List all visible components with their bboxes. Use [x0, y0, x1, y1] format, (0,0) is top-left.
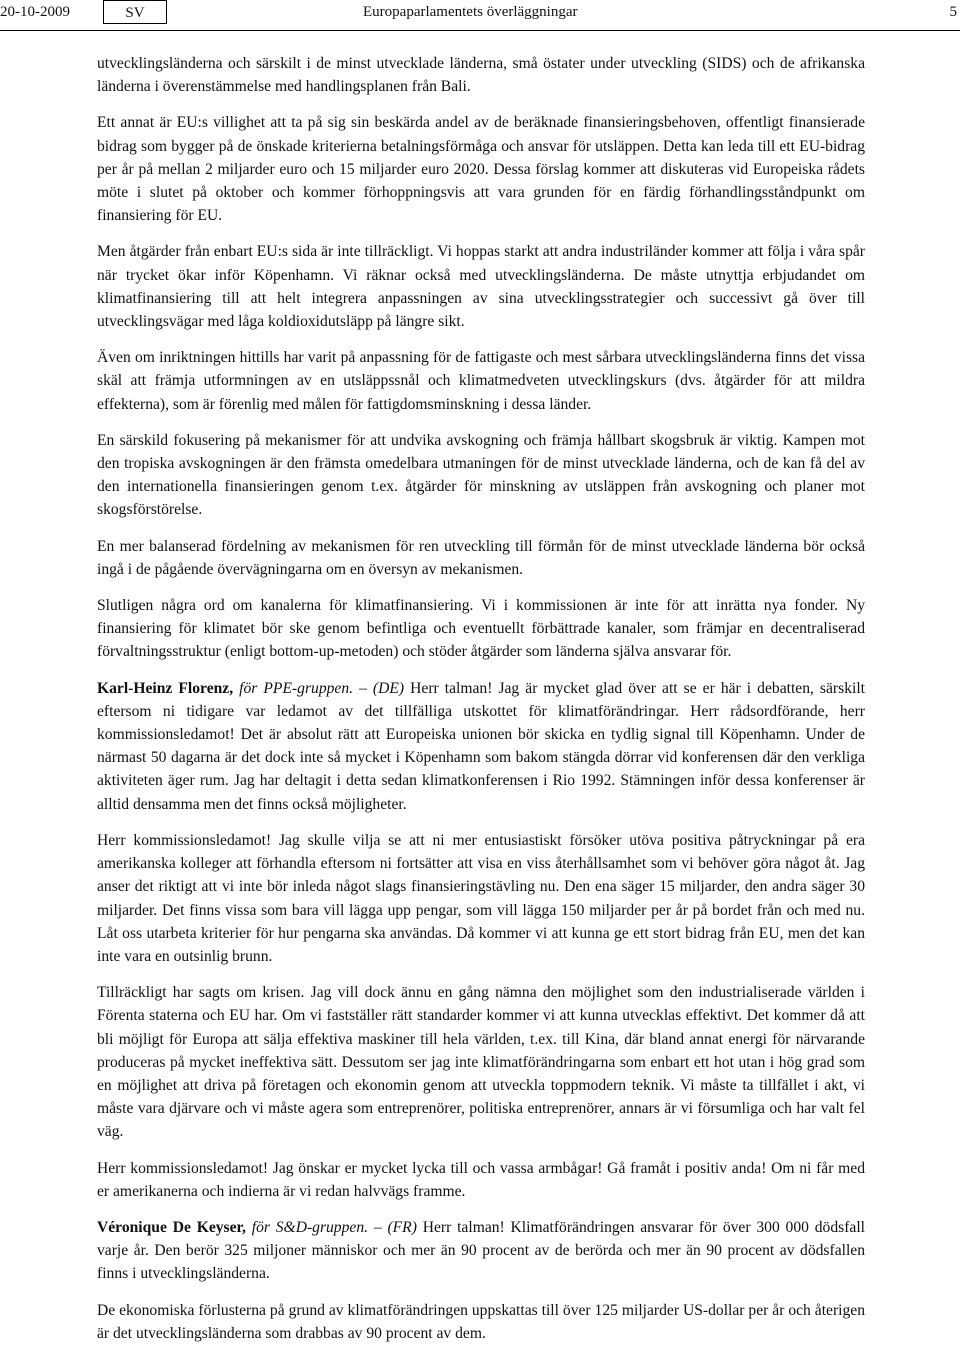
speaker-group: för S&D-gruppen.: [245, 1218, 374, 1236]
paragraph-text: Herr talman! Jag är mycket glad över att se er här i debatten, särskilt eftersom ni tidigare var ledamot av det tillfälliga utskottet för klimatförändringar. Herr rådsordförande, herr kommissionsledamot! Det är absolut rätt att Europeiska unionen bör skicka en tydlig signal till Köpenhamn. Under de närmast 50 dagarna är det dock inte så mycket i Köpenhamn som bakom stängda dörrar vid konferensen där den verkliga aktiviteten äger rum. Jag har deltagit i detta sedan klimatkonferensen i Rio 1992. Stämningen inför dessa konferenser är alltid densamma men det finns också möjligheter.: [97, 679, 865, 813]
paragraph-text: Slutligen några ord om kanalerna för klimatfinansiering. Vi i kommissionen är inte för att inrätta nya fonder. Ny finansiering för klimatet bör ske genom befintliga och eventuellt förbättrade kanaler, som främjar en decentraliserad förvaltningsstruktur (enligt bottom-up-metoden) och stöder åtgärder som länderna själva ansvarar för.: [97, 597, 865, 661]
paragraph-text: Även om inriktningen hittills har varit på anpassning för de fattigaste och mest sårbara utvecklingsländerna finns det vissa skäl att främja utformningen av en utsläppssnål och klimatmedveten utvecklingskurs (dvs. åtgärder för att mildra effekterna), som är förenlig med målen för fattigdomsminskning i dessa länder.: [97, 349, 865, 413]
speech-language: – (FR): [373, 1218, 417, 1236]
paragraph: [97, 429, 865, 522]
language-box: SV: [103, 0, 167, 24]
paragraph: [97, 594, 865, 664]
header-rule: [0, 30, 960, 31]
paragraph: [97, 1299, 865, 1345]
paragraph-text: Herr talman! Klimatförändringen ansvarar för över 300 000 dödsfall varje år. Den berör 325 miljoner människor och mer än 90 procent av de berörda och mer än 90 procent av dödsfallen finns i utvecklingsländerna.: [97, 1218, 865, 1283]
paragraph-text: En mer balanserad fördelning av mekanismen för ren utveckling till förmån för de minst utvecklade länderna bör också ingå i de pågående övervägningarna om en översyn av mekanismen.: [97, 537, 865, 578]
speaker-group: för PPE-gruppen.: [233, 679, 360, 697]
paragraph: [97, 535, 865, 581]
paragraph-text: utvecklingsländerna och särskilt i de minst utvecklade länderna, små östater under utveckling (SIDS) och de afrikanska länderna i överenstämmelse med handlingsplanen från Bali.: [97, 55, 865, 96]
paragraph-text: Herr kommissionsledamot! Jag skulle vilja se att ni mer entusiastiskt försöker utöva positiva påtryckningar på era amerikanska kolleger att förhandla eftersom ni fortsätter att visa en viss återhållsamhet som vi behöver göra något åt. Jag anser det riktigt att vi inte bör inleda något slags finansieringstävling nu. Den ena säger 15 miljarder, den andra säger 30 miljarder. Det finns vissa som bara vill lägga upp pengar, som vill lägga 150 miljarder per år på bordet från och med nu. Låt oss utarbeta kriterier för hur pengarna ska användas. Då kommer vi att kunna ge ett stort bidrag från EU, men det kan inte vara en outsinlig brunn.: [97, 831, 865, 965]
speaker-name: Karl-Heinz Florenz,: [97, 679, 234, 697]
paragraph: [97, 829, 865, 968]
speech-paragraph: [97, 1216, 865, 1286]
header-date: 20-10-2009: [0, 4, 70, 20]
speech-language: – (DE): [359, 679, 405, 697]
page-header: [0, 0, 960, 28]
paragraph-text: Tillräckligt har sagts om krisen. Jag vill dock ännu en gång nämna den möjlighet som den industrialiserade världen i Förenta staterna och EU har. Om vi fastställer rätt standarder kommer vi att kunna utvecklas effektivt. Det kommer då att bli möjligt för Europa att sälja effektiva maskiner till hela världen, t.ex. till Kina, där bland annat energi för närvarande produceras på mycket ineffektiva sätt. Dessutom ser jag inte klimatförändringarna som enbart ett hot utan i hög grad som en möjlighet att driva på företagen och ekonomin genom att utveckla toppmodern teknik. Vi måste ta tillfället i akt, vi måste vara djärvare och vi måste agera som entreprenörer, politiska entreprenörer, annars är vi försumliga och har valt fel väg.: [97, 984, 865, 1141]
paragraph: [97, 346, 865, 416]
speech-paragraph: [97, 677, 865, 816]
paragraph: [97, 1157, 865, 1203]
paragraph-text: En särskild fokusering på mekanismer för att undvika avskogning och främja hållbart skogsbruk är viktig. Kampen mot den tropiska avskogningen är den främsta omedelbara utmaningen för de minst utvecklade länderna, och de kan få del av den internationella finansieringen genom t.ex. åtgärder för minskning av utsläppen från avskogning och planer mot skogsförstörelse.: [97, 431, 865, 519]
paragraph: [97, 111, 865, 227]
paragraph: [97, 240, 865, 333]
header-title: Europaparlamentets överläggningar: [363, 4, 578, 20]
paragraph-text: Men åtgärder från enbart EU:s sida är inte tillräckligt. Vi hoppas starkt att andra industriländer kommer att följa i våra spår när trycket ökar inför Köpenhamn. Vi räknar också med utvecklingsländerna. De måste utnyttja erbjudandet om klimatfinansiering till att helt integrera anpassningen av sina utvecklingsstrategier och successivt gå över till utvecklingsvägar med låga koldioxidutsläpp på längre sikt.: [97, 243, 865, 331]
paragraph-text: De ekonomiska förlusterna på grund av klimatförändringen uppskattas till över 125 miljarder US-dollar per år och återigen är det utvecklingsländerna som drabbas av 90 procent av dem.: [97, 1301, 865, 1342]
speaker-name: Véronique De Keyser,: [97, 1218, 246, 1236]
paragraph: [97, 52, 865, 98]
paragraph-text: Herr kommissionsledamot! Jag önskar er mycket lycka till och vassa armbågar! Gå framåt i positiv anda! Om ni får med er amerikanerna och indierna är vi redan halvvägs framme.: [97, 1159, 865, 1200]
paragraph: [97, 981, 865, 1143]
page-number: 5: [949, 4, 957, 20]
paragraph-text: Ett annat är EU:s villighet att ta på sig sin beskärda andel av de beräknade finansieringsbehoven, offentligt finansierade bidrag som bygger på de önskade kriterierna betalningsförmåga och ansvar för utsläppen. Detta kan leda till ett EU-bidrag per år på mellan 2 miljarder euro och 15 miljarder euro 2020. Dessa förslag kommer att diskuteras vid Europeiska rådets möte i slutet på oktober och kommer förhoppningsvis att vara grunden för en färdig förhandlingsståndpunkt om finansiering för EU.: [97, 114, 865, 225]
document-body: [97, 52, 865, 1358]
